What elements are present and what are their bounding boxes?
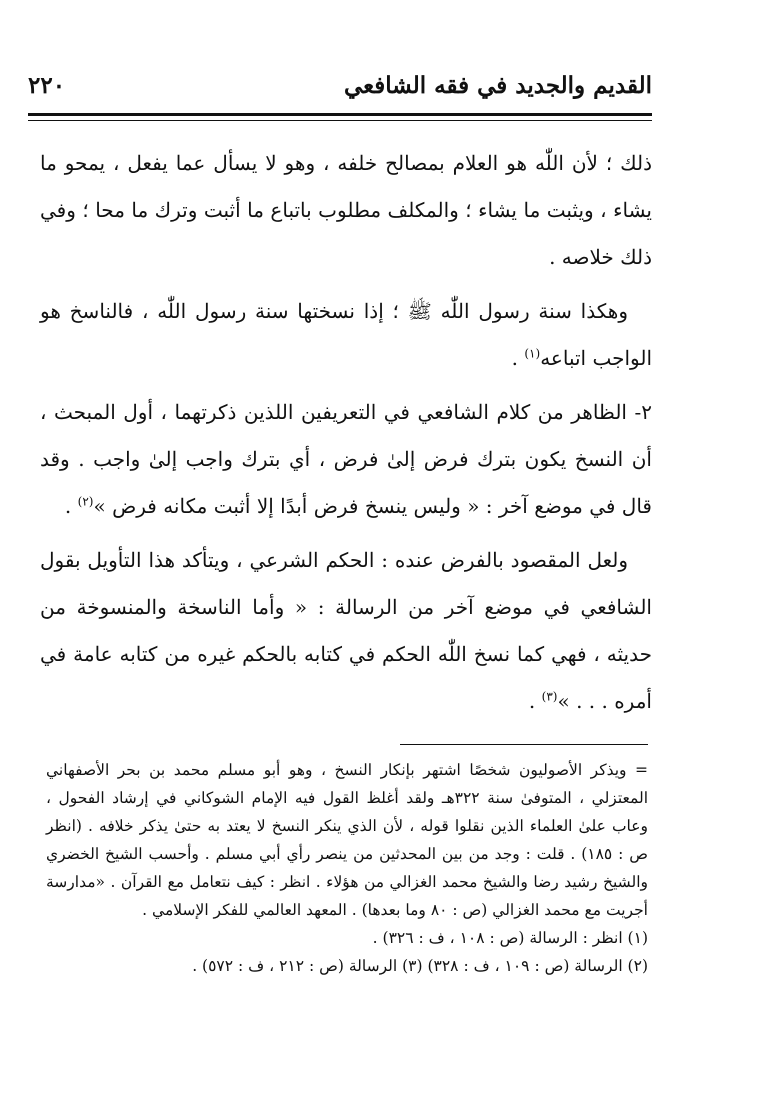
- footnote-separator: [400, 744, 648, 745]
- paragraph-2-end: .: [511, 346, 525, 370]
- page-header: [28, 66, 652, 110]
- paragraph-3: [40, 389, 652, 530]
- footnote-1: (١) انظر : الرسالة (ص : ١٠٨ ، ف : ٣٢٦) .: [372, 929, 648, 947]
- main-text: [40, 140, 652, 732]
- paragraph-1: [40, 140, 652, 281]
- header-rule-thick: [28, 113, 652, 116]
- header-rule-thin: [28, 120, 652, 121]
- paragraph-3-text: ٢- الظاهر من كلام الشافعي في التعريفين اللذين ذكرتهما ، أول المبحث ، أن النسخ يكون بترك فرض إلىٰ فرض ، أي بترك واجب إلىٰ واجب . وقد قال في موضع آخر : « وليس ينسخ فرض أبدًا إلا أثبت مكانه فرض »: [40, 400, 652, 518]
- footnotes: [46, 756, 648, 980]
- footnote-ref-1[interactable]: (١): [524, 346, 541, 361]
- paragraph-1-text: ذلك ؛ لأن اللّٰه هو العلام بمصالح خلفه ، وهو لا يسأل عما يفعل ، يمحو ما يشاء ، ويثبت ما يشاء ؛ والمكلف مطلوب باتباع ما أثبت وترك ما محا ؛ وفي ذلك خلاصه .: [40, 151, 652, 269]
- footnote-2-3: (٢) الرسالة (ص : ١٠٩ ، ف : ٣٢٨) (٣) الرسالة (ص : ٢١٢ ، ف : ٥٧٢) .: [192, 957, 648, 975]
- footnote-ref-2[interactable]: (٢): [77, 494, 94, 509]
- footnote-ref-3[interactable]: (٣): [541, 689, 558, 704]
- paragraph-2: [40, 288, 652, 382]
- running-title: القديم والجديد في فقه الشافعي: [343, 72, 652, 99]
- footnote-continued: = ويذكر الأصوليون شخصًا اشتهر بإنكار النسخ ، وهو أبو مسلم محمد بن بحر الأصفهاني المعتزلي ، المتوفىٰ سنة ٣٢٢هـ ولقد أغلظ القول فيه الإمام الشوكاني في إرشاد الفحول ، وعاب علىٰ العلماء الذين نقلوا قوله ، لأن الذي ينكر النسخ لا يعتد به حتىٰ يذكر خلافه . (انظر ص : ١٨٥) . قلت : وجد من بين المحدثين من ينصر رأي أبي مسلم . وأحسب الشيخ الخضري والشيخ رشيد رضا والشيخ محمد الغزالي من هؤلاء . انظر : كيف نتعامل مع القرآن . «مدارسة أجريت مع محمد الغزالي (ص : ٨٠ وما بعدها) . المعهد العالمي للفكر الإسلامي .: [46, 761, 649, 919]
- paragraph-2-text: وهكذا سنة رسول اللّٰه ﷺ ؛ إذا نسختها سنة رسول اللّٰه ، فالناسخ هو الواجب اتباعه: [40, 299, 652, 370]
- paragraph-4: [40, 537, 652, 725]
- page-number: ٢٢٠: [28, 72, 66, 99]
- paragraph-4-text: ولعل المقصود بالفرض عنده : الحكم الشرعي ، ويتأكد هذا التأويل بقول الشافعي في موضع آخر من الرسالة : « وأما الناسخة والمنسوخة من حديثه ، فهي كما نسخ اللّٰه الحكم في كتابه بالحكم غيره من كتابه عامة في أمره . . . »: [40, 548, 652, 713]
- paragraph-4-end: .: [528, 689, 542, 713]
- paragraph-3-end: .: [64, 494, 78, 518]
